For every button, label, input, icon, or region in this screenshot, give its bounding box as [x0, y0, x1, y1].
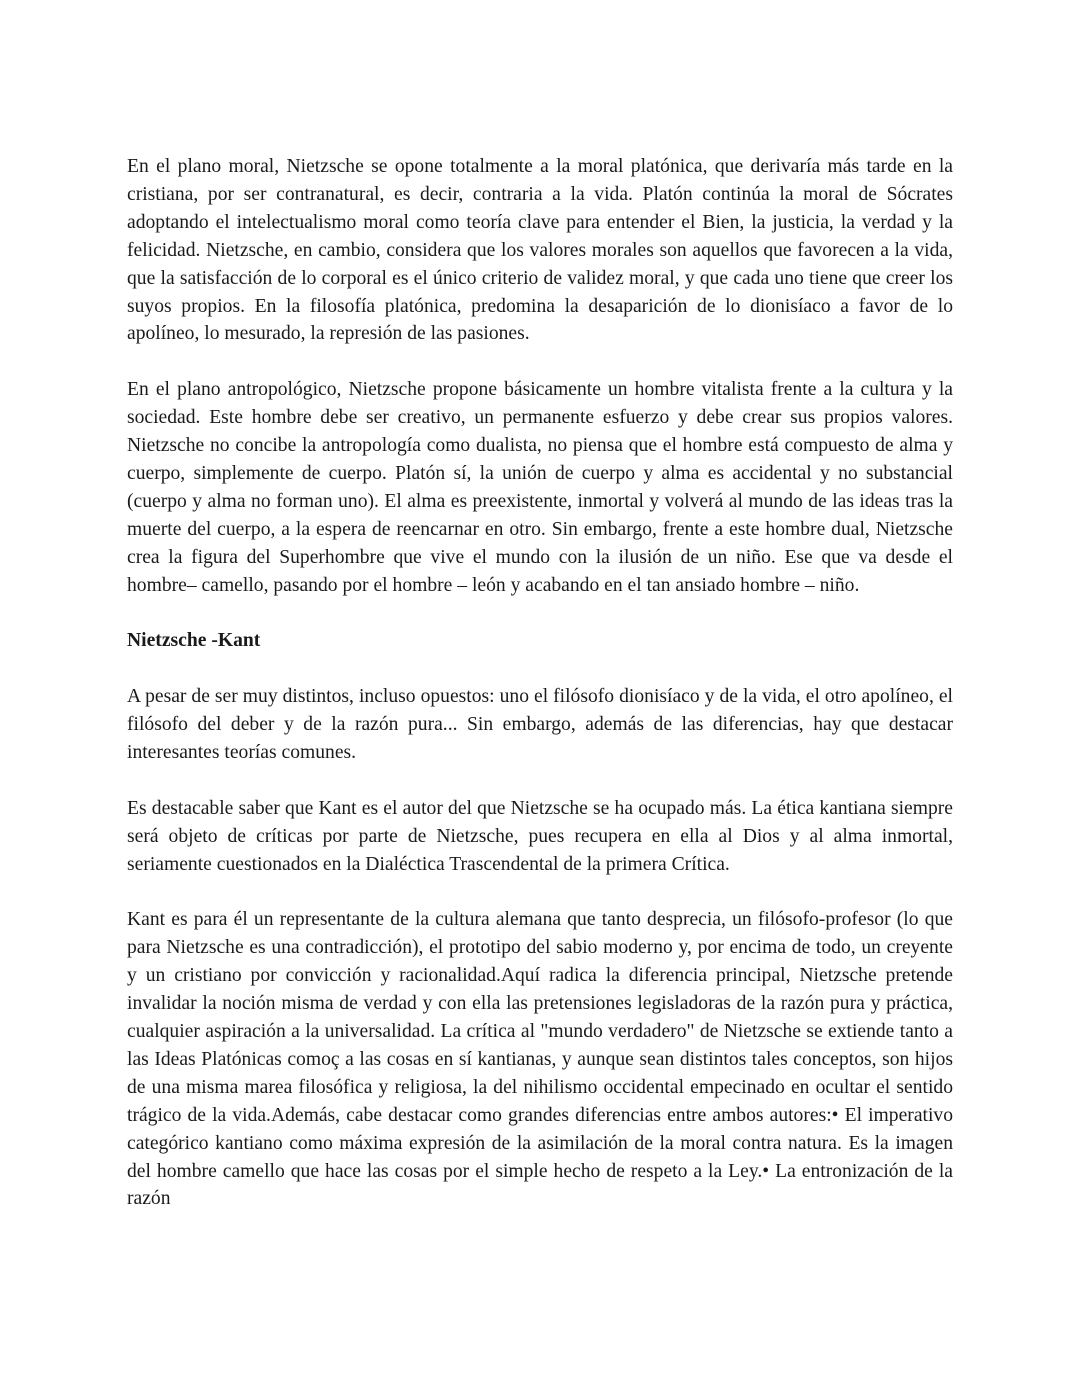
paragraph-kant-critique: Es destacable saber que Kant es el autor del que Nietzsche se ha ocupado más. La ética kantiana siempre será objeto de críticas por parte de Nietzsche, pues recupera en ella al Dios y al alma inmortal, seriamente cuestionados en la Dialéctica Trascendental de la primera Crítica. — [127, 797, 953, 875]
document-page — [127, 153, 953, 1241]
paragraph-moral-plane: En el plano moral, Nietzsche se opone totalmente a la moral platónica, que derivaría más tarde en la cristiana, por ser contranatural, es decir, contraria a la vida. Platón continúa la moral de Sócrates adoptando el intelectualismo moral como teoría clave para entender el Bien, la justicia, la verdad y la felicidad. Nietzsche, en cambio, considera que los valores morales son aquellos que favorecen a la vida, que la satisfacción de lo corporal es el único criterio de validez moral, y que cada uno tiene que creer los suyos propios. En la filosofía platónica, predomina la desaparición de lo dionisíaco a favor de lo apolíneo, lo mesurado, la represión de las pasiones. — [127, 156, 953, 345]
section-heading-nietzsche-kant: Nietzsche -Kant — [127, 630, 261, 652]
paragraph-anthropological-plane: En el plano antropológico, Nietzsche propone básicamente un hombre vitalista frente a la cultura y la sociedad. Este hombre debe ser creativo, un permanente esfuerzo y debe crear sus propios valores. Nietzsche no concibe la antropología como dualista, no piensa que el hombre está compuesto de alma y cuerpo, simplemente de cuerpo. Platón sí, la unión de cuerpo y alma es accidental y no substancial (cuerpo y alma no forman uno). El alma es preexistente, inmortal y volverá al mundo de las ideas tras la muerte del cuerpo, a la espera de reencarnar en otro. Sin embargo, frente a este hombre dual, Nietzsche crea la figura del Superhombre que vive el mundo con la ilusión de un niño. Ese que va desde el hombre– camello, pasando por el hombre – león y acabando en el tan ansiado hombre – niño. — [127, 379, 953, 596]
paragraph-differences-intro: A pesar de ser muy distintos, incluso opuestos: uno el filósofo dionisíaco y de la vida, el otro apolíneo, el filósofo del deber y de la razón pura... Sin embargo, además de las diferencias, hay que destacar interesantes teorías comunes. — [127, 686, 953, 763]
paragraph-kant-representative: Kant es para él un representante de la cultura alemana que tanto desprecia, un filósofo-profesor (lo que para Nietzsche es una contradicción), el prototipo del sabio moderno y, por encima de todo, un creyente y un cristiano por convicción y racionalidad.Aquí radica la diferencia principal, Nietzsche pretende invalidar la noción misma de verdad y con ella las pretensiones legisladoras de la razón pura y práctica, cualquier aspiración a la universalidad. La crítica al "mundo verdadero" de Nietzsche se extiende tanto a las Ideas Platónicas comoç a las cosas en sí kantianas, y aunque sean distintos tales conceptos, son hijos de una misma marea filosófica y religiosa, la del nihilismo occidental empecinado en ocultar el sentido trágico de la vida.Además, cabe destacar como grandes diferencias entre ambos autores:• El imperativo categórico kantiano como máxima expresión de la asimilación de la moral contra natura. Es la imagen del hombre camello que hace las cosas por el simple hecho de respeto a la Ley.• La entronización de la razón — [127, 909, 953, 1210]
